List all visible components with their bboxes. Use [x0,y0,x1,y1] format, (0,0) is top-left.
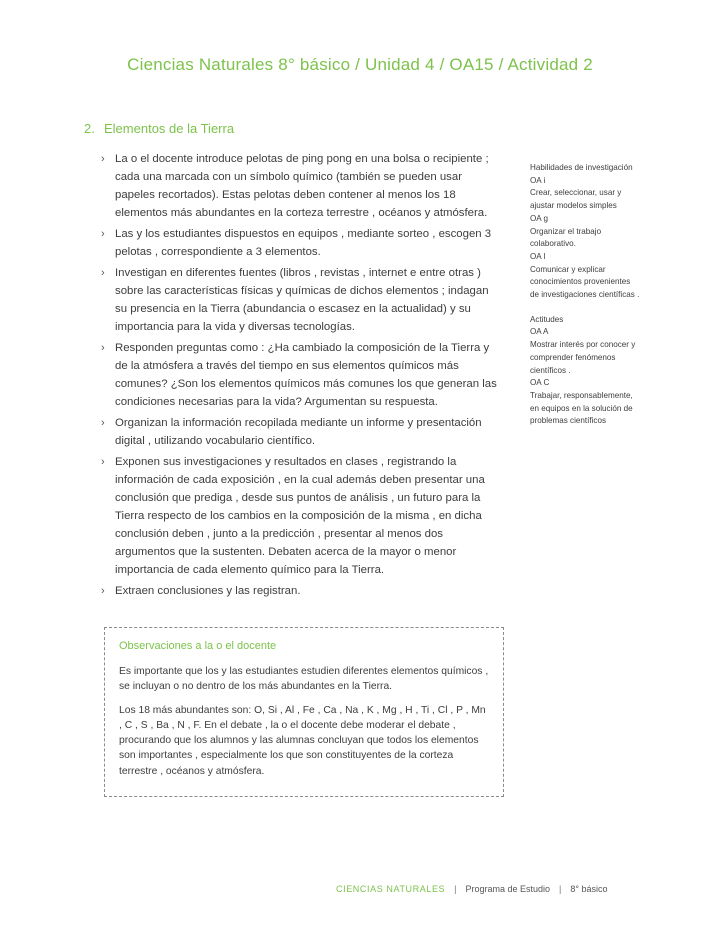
footer-subject: CIENCIAS NATURALES [336,884,446,894]
attitudes-block [530,314,640,428]
skills-heading: Habilidades de investigación [530,163,633,172]
section-title: Elementos de la Tierra [104,121,235,136]
attitude-text: Mostrar interés por conocer y comprender fenómenos científicos . [530,340,636,375]
footer-separator: | [454,884,457,894]
chevron-right-icon: › [101,153,105,165]
attitude-code: OA A [530,327,549,337]
observations-paragraph: Es importante que los y las estudiantes estudien diferentes elementos químicos , se incluyan o no dentro de los más abundantes en la Tierra. [119,666,489,693]
chevron-right-icon: › [101,585,105,597]
chevron-right-icon: › [101,267,105,279]
skill-text: Comunicar y explicar conocimientos provenientes de investigaciones científicas . [530,264,640,300]
page-title: Ciencias Naturales 8° básico / Unidad 4 / OA15 / Actividad 2 [127,55,593,74]
chevron-right-icon: › [101,456,105,468]
activity-list [101,150,499,603]
section-number: 2. [84,121,95,136]
list-item: › La o el docente introduce pelotas de ping pong en una bolsa o recipiente ; cada una marcada con un símbolo químico (también se pueden usar papeles recortados). Estas pelotas deben contener al menos los 18 elementos más abundantes en la corteza terrestre , océanos y atmósfera. [101,150,499,222]
observations-paragraph: Los 18 más abundantes son: O, Si , Al , Fe , Ca , Na , K , Mg , H , Ti , Cl , P , Mn , C , S , Ba , N , F. En el debate , la o el docente debe moderar el debate , procurando que los alumnos y las alumnas concluyan que todos los elementos son importantes , especialmente los que son constituyentes de la corteza terrestre , océanos y atmósfera. [119,704,486,777]
skill-code: OA l [530,251,546,261]
list-item: › Exponen sus investigaciones y resultados en clases , registrando la información de cada exposición , en la cual además deben presentar una conclusión que prediga , desde sus puntos de análisis , un futuro para la Tierra respecto de los cambios en la composición de la misma , en dicha conclusión deben , junto a la predicción , presentar al menos dos argumentos que la sustenten. Debaten acerca de la mayor o menor importancia de cada elemento químico para la Tierra. [101,453,499,579]
section-heading [84,121,234,136]
list-item: › Extraen conclusiones y las registran. [101,582,499,600]
page-footer [336,884,608,894]
skill-code: OA i [530,175,546,185]
skills-block [530,162,640,302]
attitude-code: OA C [530,378,550,388]
list-item: › Organizan la información recopilada mediante un informe y presentación digital , utilizando vocabulario científico. [101,414,499,450]
list-item: › Las y los estudiantes dispuestos en equipos , mediante sorteo , escogen 3 pelotas , correspondiente a 3 elementos. [101,225,499,261]
observations-title: Observaciones a la o el docente [119,640,277,652]
chevron-right-icon: › [101,228,105,240]
observations-box [104,627,504,797]
skill-code: OA g [530,213,548,223]
skill-text: Organizar el trabajo colaborativo. [530,226,602,249]
list-item: › Responden preguntas como : ¿Ha cambiado la composición de la Tierra y de la atmósfera a través del tiempo en sus elementos químicos más comunes? ¿Son los elementos químicos más comunes los que generan las condiciones necesarias para la vida? Argumentan su respuesta. [101,339,499,411]
attitudes-heading: Actitudes [530,314,564,324]
footer-program: Programa de Estudio [465,884,551,894]
attitude-text: Trabajar, responsablemente, en equipos en la solución de problemas científicos [530,390,633,426]
footer-grade: 8° básico [570,884,608,894]
skill-text: Crear, seleccionar, usar y ajustar modelos simples [530,188,622,211]
sidebar-objectives [530,162,640,440]
chevron-right-icon: › [101,342,105,354]
footer-separator: | [559,884,562,894]
chevron-right-icon: › [101,417,105,429]
list-item: › Investigan en diferentes fuentes (libros , revistas , internet e entre otras ) sobre las características físicas y químicas de dichos elementos ; indagan su presencia en la Tierra (abundancia o escasez en la actualidad) y su importancia para la vida y diversas tecnologías. [101,264,499,336]
